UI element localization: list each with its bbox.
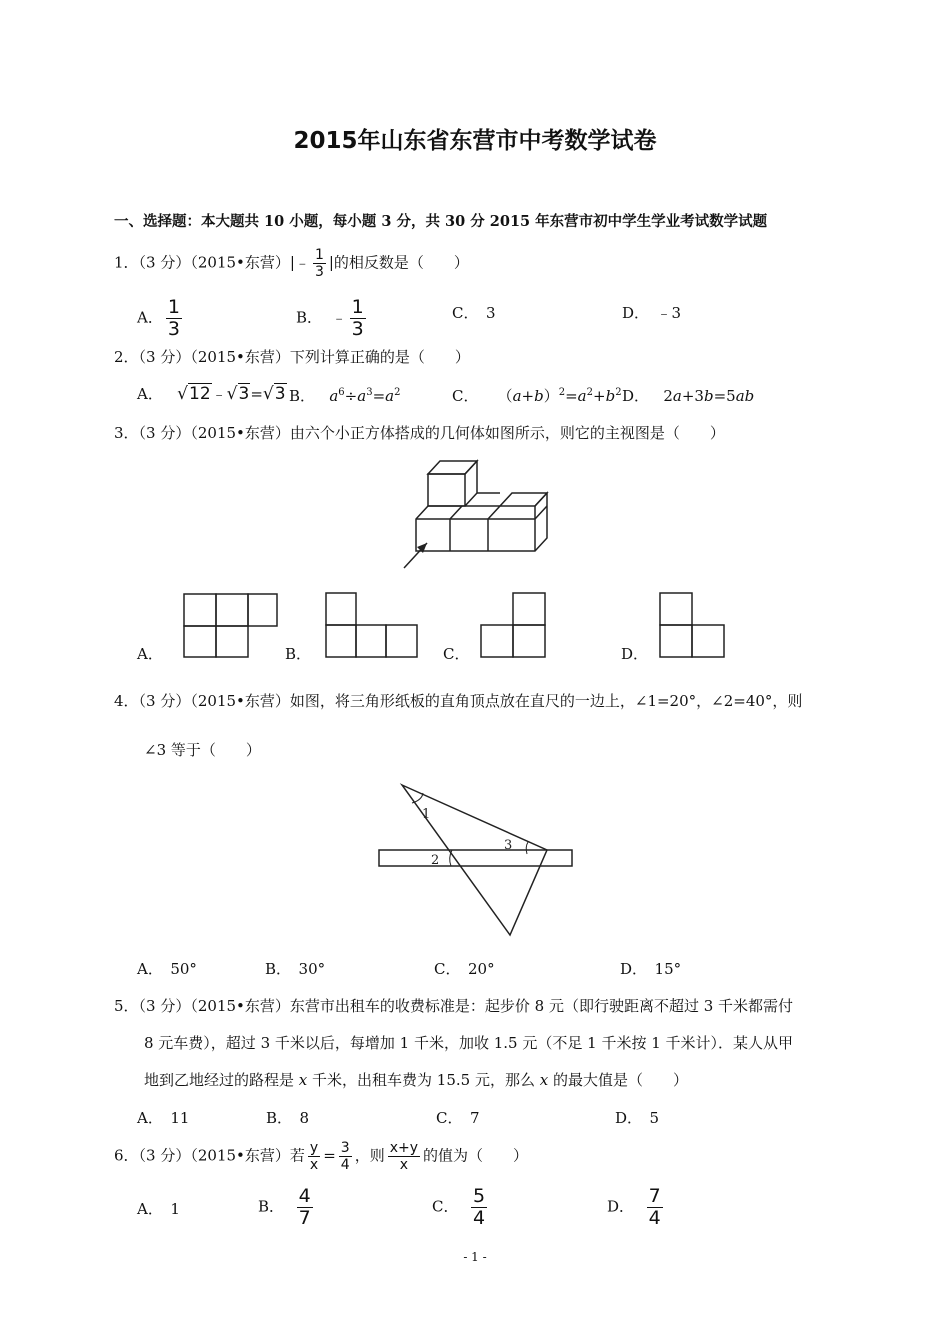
q1-option-a-fraction bbox=[166, 298, 182, 339]
q4-option-b: B． 30° bbox=[265, 960, 326, 978]
q3-option-c-view bbox=[480, 592, 550, 658]
q6-f3-den: x bbox=[399, 1157, 408, 1173]
q5-option-a: A． 11 bbox=[137, 1109, 190, 1127]
q1-frac-numerator: 1 bbox=[314, 247, 324, 263]
q1-stem-post: |的相反数是（ ） bbox=[328, 253, 469, 272]
q5-line3-pre: 地到乙地经过的路程是 bbox=[144, 1071, 299, 1089]
q2-option-b: B． $a^6\div a^3=a^2$ bbox=[289, 387, 401, 405]
q6-option-d bbox=[607, 1187, 666, 1228]
q6-stem-mid: ，则 bbox=[354, 1146, 385, 1165]
q5-var-x: x bbox=[298, 1071, 308, 1089]
section-heading: 一、选择题：本大题共 10 小题，每小题 3 分，共 30 分 2015 年东营市初中学生学业考试数学试题 bbox=[114, 213, 768, 230]
q3-option-c-label: C． bbox=[443, 645, 470, 663]
q2-option-c: C． $(a+b)^2=a^2+b^2$ bbox=[452, 387, 622, 405]
q6-d-num: 7 bbox=[648, 1185, 661, 1207]
q6-fraction-sum-over-x bbox=[388, 1141, 420, 1172]
q1-option-a-label: A． bbox=[137, 308, 163, 327]
q6-fraction-3-over-4 bbox=[339, 1141, 352, 1172]
q6-c-num: 5 bbox=[473, 1185, 486, 1207]
q1-option-b bbox=[296, 298, 369, 339]
q6-option-b bbox=[258, 1187, 316, 1228]
q4-option-c: C． 20° bbox=[434, 960, 495, 978]
q6-equals: = bbox=[323, 1146, 336, 1165]
q5-var-x-2: x bbox=[539, 1071, 549, 1089]
question-4-stem-line-2: ∠3 等于（ ） bbox=[144, 741, 261, 759]
q6-option-d-label: D． bbox=[607, 1197, 635, 1216]
q1-option-b-label: B． bbox=[296, 308, 323, 327]
q5-option-b: B． 8 bbox=[266, 1109, 310, 1127]
q2-equals: = bbox=[250, 385, 263, 403]
q3-option-a-view bbox=[183, 592, 279, 658]
q3-option-a-label: A． bbox=[137, 645, 163, 663]
q2-sqrt-3b-value: 3 bbox=[274, 384, 286, 404]
page-title: 2015年山东省东营市中考数学试卷 bbox=[293, 128, 657, 154]
q6-option-a: A． 1 bbox=[137, 1200, 180, 1218]
q2-option-a bbox=[137, 383, 287, 404]
q4-angle-3-label: 3 bbox=[504, 838, 513, 853]
q6-c-den: 4 bbox=[473, 1207, 486, 1229]
q1-b-den: 3 bbox=[351, 318, 364, 340]
q2-sqrt-12-value: 12 bbox=[189, 384, 211, 404]
q1-option-b-sign: ﹣ bbox=[331, 308, 347, 327]
q3-option-d-label: D． bbox=[621, 645, 649, 663]
q5-line3-mid: 千米，出租车费为 15.5 元，那么 bbox=[307, 1071, 540, 1089]
q4-angle-1-label: 1 bbox=[422, 807, 431, 822]
q5-line3-post: 的最大值是（ ） bbox=[548, 1071, 688, 1089]
q6-fraction-y-over-x bbox=[308, 1141, 320, 1172]
q3-option-b-label: B． bbox=[285, 645, 312, 663]
q2-option-b-label: B． bbox=[289, 387, 316, 405]
q3-option-b-view bbox=[324, 592, 420, 658]
page-number: - 1 - bbox=[463, 1250, 487, 1264]
q6-f1-den: x bbox=[309, 1157, 319, 1173]
q6-f2-den: 4 bbox=[340, 1157, 350, 1173]
q4-angle-2-label: 2 bbox=[431, 853, 440, 868]
q1-a-den: 3 bbox=[167, 318, 180, 340]
q2-sqrt-3b: √3 bbox=[262, 384, 286, 404]
q2-option-d-label: D． bbox=[622, 387, 650, 405]
q6-option-c-fraction bbox=[471, 1187, 487, 1228]
q6-stem-pre: 6．（3 分）（2015•东营）若 bbox=[114, 1146, 305, 1165]
q6-f3-num: x+y bbox=[389, 1140, 419, 1156]
q2-option-c-label: C． bbox=[452, 387, 479, 405]
q2-sqrt-3a: √3 bbox=[226, 384, 250, 404]
q2-sqrt-3a-value: 3 bbox=[238, 384, 250, 404]
q6-f1-num: y bbox=[309, 1140, 319, 1156]
q4-option-a: A． 50° bbox=[137, 960, 197, 978]
q6-b-num: 4 bbox=[298, 1185, 311, 1207]
q1-frac-denominator: 3 bbox=[314, 264, 324, 280]
question-5-line-1: 5．（3 分）（2015•东营）东营市出租车的收费标准是：起步价 8 元（即行驶距离不超过 3 千米都需付 bbox=[114, 997, 794, 1015]
question-2-stem: 2．（3 分）（2015•东营）下列计算正确的是（ ） bbox=[114, 348, 470, 366]
q6-option-c-label: C． bbox=[432, 1197, 459, 1216]
q6-b-den: 7 bbox=[298, 1207, 311, 1229]
q5-option-d: D． 5 bbox=[615, 1109, 660, 1127]
q2-option-a-label: A． bbox=[137, 385, 163, 403]
q1-fraction bbox=[313, 248, 326, 279]
q1-a-num: 1 bbox=[167, 296, 180, 318]
q1-b-num: 1 bbox=[351, 296, 364, 318]
question-4-stem-line-1: 4．（3 分）（2015•东营）如图，将三角形纸板的直角顶点放在直尺的一边上，∠1=20°，∠2=40°，则 bbox=[114, 692, 803, 710]
q6-f2-num: 3 bbox=[340, 1140, 350, 1156]
q6-option-d-fraction bbox=[647, 1187, 663, 1228]
q2-minus: ﹣ bbox=[211, 385, 227, 403]
q3-cube-figure bbox=[403, 456, 549, 576]
q6-option-c bbox=[432, 1187, 490, 1228]
question-5-line-3 bbox=[144, 1069, 688, 1090]
q1-stem-pre: 1．（3 分）（2015•东营）|﹣ bbox=[114, 253, 310, 272]
q6-option-b-label: B． bbox=[258, 1197, 285, 1216]
question-5-line-2: 8 元车费），超过 3 千米以后，每增加 1 千米，加收 1.5 元（不足 1 千米按 1 千米计）．某人从甲 bbox=[144, 1034, 794, 1052]
question-1-stem bbox=[114, 248, 469, 279]
q6-option-b-fraction bbox=[297, 1187, 313, 1228]
q3-option-d-view bbox=[659, 592, 727, 658]
q5-option-c: C． 7 bbox=[436, 1109, 480, 1127]
question-6-stem bbox=[114, 1141, 528, 1172]
q1-option-b-fraction bbox=[350, 298, 366, 339]
q2-sqrt-12: √12 bbox=[177, 384, 211, 404]
q1-option-a bbox=[137, 298, 185, 339]
question-3-stem: 3．（3 分）（2015•东营）由六个小正方体搭成的几何体如图所示，则它的主视图是（ ） bbox=[114, 424, 725, 442]
q4-triangle-ruler-figure bbox=[376, 782, 576, 940]
q4-option-d: D． 15° bbox=[620, 960, 682, 978]
q2-option-d: D． 2a+3b=5ab bbox=[622, 387, 755, 405]
q1-option-c: C． 3 bbox=[452, 304, 496, 322]
q6-d-den: 4 bbox=[648, 1207, 661, 1229]
q1-option-d: D． ﹣3 bbox=[622, 304, 682, 322]
q6-stem-post: 的值为（ ） bbox=[423, 1146, 529, 1165]
